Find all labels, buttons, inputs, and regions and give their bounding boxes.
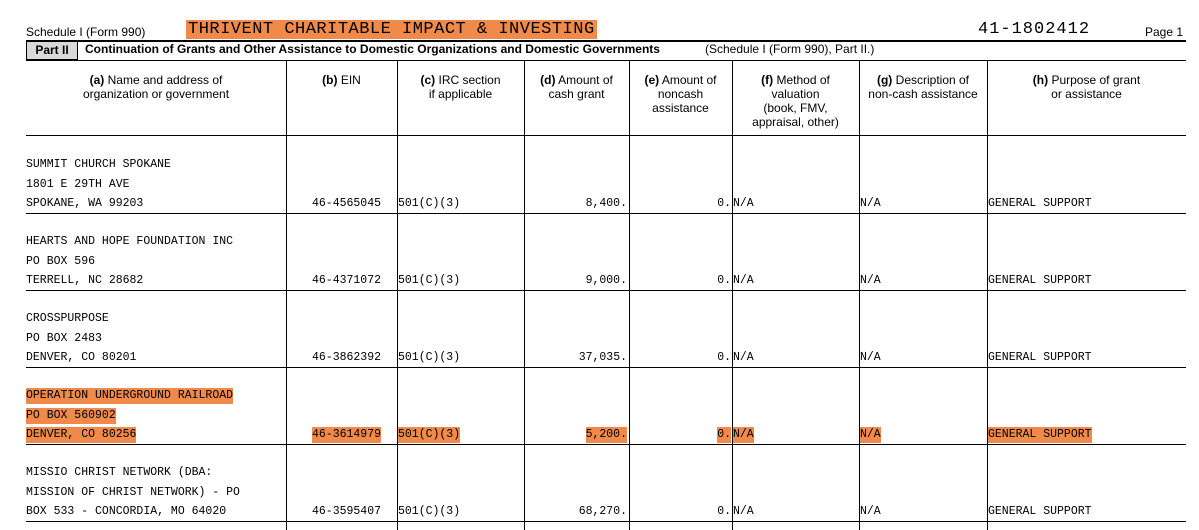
col-divider bbox=[397, 60, 398, 530]
col-divider bbox=[859, 60, 860, 530]
method-cell: N/A bbox=[733, 197, 754, 210]
desc-cell: N/A bbox=[860, 274, 881, 287]
form-label: Schedule I (Form 990) bbox=[26, 25, 146, 39]
org-name-line: BOX 533 - CONCORDIA, MO 64020 bbox=[26, 505, 227, 518]
irc-cell: 501(C)(3) bbox=[398, 351, 461, 364]
desc-cell: N/A bbox=[860, 505, 881, 518]
method-cell: N/A bbox=[733, 274, 754, 287]
col-divider bbox=[732, 60, 733, 530]
purpose-cell: GENERAL SUPPORT bbox=[988, 197, 1092, 210]
row-rule bbox=[26, 521, 1186, 522]
noncash-cell: 0. bbox=[717, 505, 731, 518]
column-header-c: (c) IRC section if applicable bbox=[420, 73, 501, 101]
row-rule bbox=[26, 444, 1186, 445]
table-top-rule bbox=[26, 60, 1186, 61]
method-cell: N/A bbox=[733, 505, 754, 518]
cash-cell: 8,400. bbox=[585, 197, 627, 210]
row-rule bbox=[26, 367, 1186, 368]
ein-cell: 46-4371072 bbox=[312, 274, 382, 287]
header-bottom-rule bbox=[26, 135, 1186, 136]
column-header-h: (h) Purpose of grant or assistance bbox=[1032, 73, 1141, 101]
ein-cell: 46-3614979 bbox=[312, 428, 382, 441]
method-cell: N/A bbox=[733, 351, 754, 364]
ein-cell: 46-3862392 bbox=[312, 351, 382, 364]
org-name-line: MISSION OF CHRIST NETWORK) - PO bbox=[26, 485, 240, 499]
org-name-line: HEARTS AND HOPE FOUNDATION INC bbox=[26, 235, 234, 248]
org-name-line: PO BOX 560902 bbox=[26, 408, 116, 422]
org-name-line: 1801 E 29TH AVE bbox=[26, 177, 130, 191]
column-header-a: (a) Name and address of organization or government bbox=[82, 73, 230, 101]
org-name-line: CROSSPURPOSE bbox=[26, 312, 109, 325]
row-rule bbox=[26, 290, 1186, 291]
col-divider bbox=[987, 60, 988, 530]
part-subtitle: (Schedule I (Form 990), Part II.) bbox=[705, 42, 875, 56]
column-header-d: (d) Amount of cash grant bbox=[540, 73, 613, 101]
part-title: Continuation of Grants and Other Assistance to Domestic Organizations and Domestic Governments bbox=[85, 42, 660, 56]
part-label: Part II bbox=[26, 41, 78, 60]
org-name-line: PO BOX 596 bbox=[26, 254, 96, 268]
org-name-line: SUMMIT CHURCH SPOKANE bbox=[26, 158, 171, 171]
noncash-cell: 0. bbox=[717, 428, 731, 441]
organization-name: THRIVENT CHARITABLE IMPACT & INVESTING bbox=[188, 20, 595, 39]
column-header-f: (f) Method of valuation (book, FMV, appraisal, other) bbox=[752, 73, 839, 129]
irc-cell: 501(C)(3) bbox=[398, 274, 461, 287]
org-name-line: MISSIO CHRIST NETWORK (DBA: bbox=[26, 466, 213, 479]
org-name-line: PO BOX 2483 bbox=[26, 331, 102, 345]
cash-cell: 68,270. bbox=[578, 505, 627, 518]
org-name-line: TERRELL, NC 28682 bbox=[26, 274, 144, 287]
col-divider bbox=[286, 60, 287, 530]
col-divider bbox=[524, 60, 525, 530]
purpose-cell: GENERAL SUPPORT bbox=[988, 505, 1092, 518]
cash-cell: 5,200. bbox=[585, 428, 627, 441]
organization-ein: 41-1802412 bbox=[978, 20, 1091, 39]
ein-cell: 46-3595407 bbox=[312, 505, 382, 518]
cash-cell: 9,000. bbox=[585, 274, 627, 287]
noncash-cell: 0. bbox=[717, 274, 731, 287]
org-name-line: SPOKANE, WA 99203 bbox=[26, 197, 144, 210]
desc-cell: N/A bbox=[860, 351, 881, 364]
purpose-cell: GENERAL SUPPORT bbox=[988, 351, 1092, 364]
cash-cell: 37,035. bbox=[578, 351, 627, 364]
noncash-cell: 0. bbox=[717, 351, 731, 364]
noncash-cell: 0. bbox=[717, 197, 731, 210]
column-header-e: (e) Amount of noncash assistance bbox=[644, 73, 717, 115]
method-cell: N/A bbox=[733, 428, 754, 441]
page-number: Page 1 bbox=[1145, 25, 1184, 39]
org-name-line: OPERATION UNDERGROUND RAILROAD bbox=[26, 389, 234, 402]
org-name-line: DENVER, CO 80201 bbox=[26, 351, 137, 364]
irc-cell: 501(C)(3) bbox=[398, 505, 461, 518]
column-header-b: (b) EIN bbox=[322, 73, 361, 87]
desc-cell: N/A bbox=[860, 428, 881, 441]
irc-cell: 501(C)(3) bbox=[398, 428, 461, 441]
row-rule bbox=[26, 213, 1186, 214]
irc-cell: 501(C)(3) bbox=[398, 197, 461, 210]
ein-cell: 46-4565045 bbox=[312, 197, 382, 210]
desc-cell: N/A bbox=[860, 197, 881, 210]
purpose-cell: GENERAL SUPPORT bbox=[988, 274, 1092, 287]
org-name-line: DENVER, CO 80256 bbox=[26, 428, 137, 441]
col-divider bbox=[629, 60, 630, 530]
purpose-cell: GENERAL SUPPORT bbox=[988, 428, 1092, 441]
column-header-g: (g) Description of non-cash assistance bbox=[868, 73, 978, 101]
